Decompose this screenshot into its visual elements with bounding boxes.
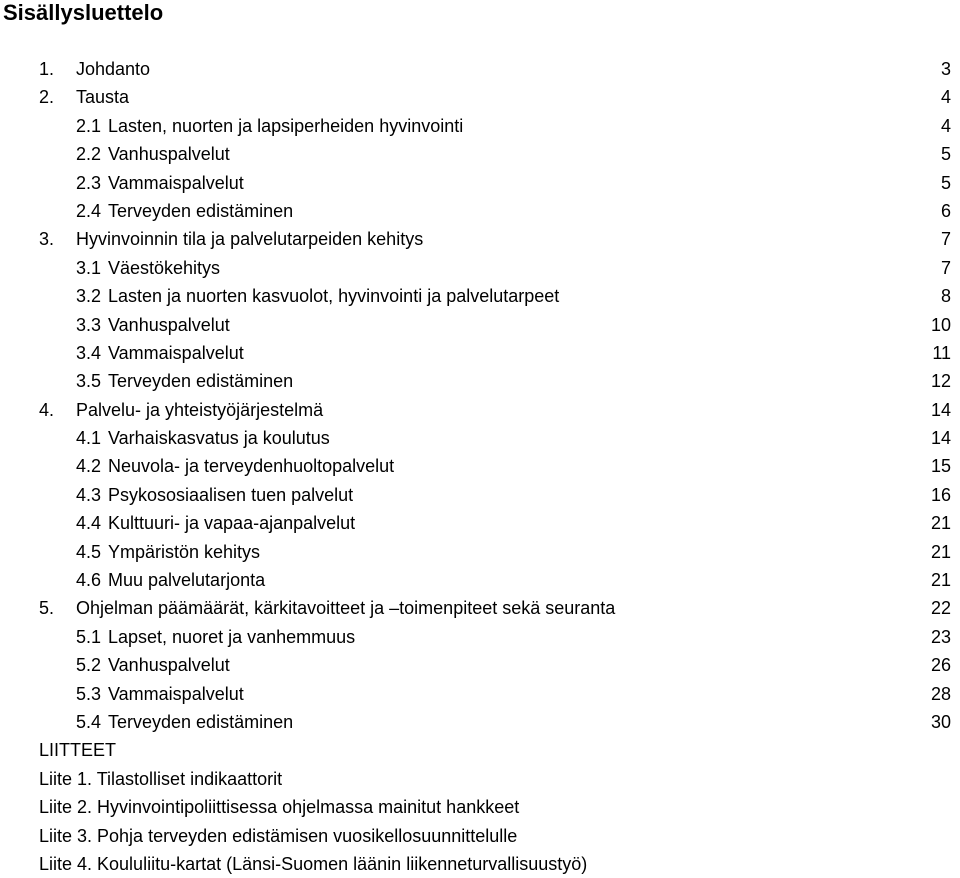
toc-entry-title: Tausta [76,87,130,108]
toc-entry-page-number: 4 [940,115,951,136]
appendix-heading-label: LIITTEET [39,740,117,761]
toc-entry-page-number: 8 [940,286,951,307]
toc-entry-number: 2. [39,87,55,108]
toc-entry-title: Lapset, nuoret ja vanhemmuus [108,626,356,647]
toc-entry[interactable] [0,282,960,310]
toc-entry[interactable] [0,197,960,225]
toc-entry-number: 4. [39,399,55,420]
toc-entry[interactable] [0,680,960,708]
toc-entry-page-number: 28 [930,683,951,704]
toc-entry[interactable] [0,396,960,424]
toc-entry-number: 4.4 [76,513,102,534]
toc-entry-title: Varhaiskasvatus ja koulutus [108,428,330,449]
toc-entry[interactable] [0,623,960,651]
toc-entry-title: Lasten, nuorten ja lapsiperheiden hyvinvointi [108,115,464,136]
toc-entry-page-number: 12 [930,371,951,392]
toc-entry-number: 3.4 [76,342,102,363]
toc-entry-number: 4.6 [76,570,102,591]
toc-entry-page-number: 22 [930,598,951,619]
toc-entry-page-number: 6 [940,200,951,221]
toc-entry-page-number: 11 [932,342,951,363]
toc-entry[interactable] [0,424,960,452]
toc-entry[interactable] [0,225,960,253]
appendix-item[interactable] [0,822,960,850]
appendix-heading [0,736,960,764]
toc-entry[interactable] [0,140,960,168]
toc-entry[interactable] [0,594,960,622]
toc-entry-title: Terveyden edistäminen [108,200,294,221]
toc-entry-title: Terveyden edistäminen [108,711,294,732]
toc-entry-page-number: 14 [930,428,951,449]
toc-entry-number: 3.2 [76,286,102,307]
toc-entry-title: Vanhuspalvelut [108,144,230,165]
toc-entry[interactable] [0,708,960,736]
toc-entry-page-number: 15 [930,456,951,477]
toc-entry-title: Ohjelman päämäärät, kärkitavoitteet ja –toimenpiteet sekä seuranta [76,598,616,619]
toc-entry-number: 3. [39,229,55,250]
toc-entry-page-number: 16 [930,484,951,505]
toc-entry[interactable] [0,452,960,480]
toc-entry-title: Johdanto [76,59,151,79]
toc-entry-number: 5.1 [76,626,102,647]
toc-entry[interactable] [0,254,960,282]
toc-entry-number: 4.2 [76,456,102,477]
toc-entry-page-number: 3 [940,59,951,79]
toc-entry-number: 4.5 [76,541,102,562]
toc-entry-page-number: 5 [940,144,951,165]
toc-entry-number: 1. [39,59,55,79]
toc-entry-number: 5.2 [76,655,102,676]
appendix-item[interactable] [0,765,960,793]
toc-entry[interactable] [0,169,960,197]
toc-entry[interactable] [0,566,960,594]
toc-entry-title: Vammaispalvelut [108,683,244,704]
toc-entry[interactable] [0,538,960,566]
toc-entry-page-number: 10 [930,314,951,335]
toc-entry-title: Neuvola- ja terveydenhuoltopalvelut [108,456,395,477]
toc-entry-number: 5. [39,598,55,619]
toc-entry-page-number: 7 [940,257,951,278]
toc-entry-page-number: 7 [940,229,951,250]
toc-entry-title: Palvelu- ja yhteistyöjärjestelmä [76,399,324,420]
table-of-contents [0,55,960,878]
appendix-item-title: Liite 4. Koululiitu-kartat (Länsi-Suomen läänin liikenneturvallisuustyö) [39,853,588,874]
toc-entry-number: 5.4 [76,711,102,732]
toc-entry[interactable] [0,481,960,509]
toc-entry-page-number: 21 [930,513,951,534]
appendix-item[interactable] [0,850,960,878]
toc-entry[interactable] [0,339,960,367]
toc-entry-title: Vammaispalvelut [108,342,244,363]
toc-entry[interactable] [0,311,960,339]
toc-entry-page-number: 26 [930,655,951,676]
toc-entry[interactable] [0,112,960,140]
toc-entry-page-number: 4 [940,87,951,108]
toc-entry-title: Psykososiaalisen tuen palvelut [108,484,354,505]
appendix-item[interactable] [0,793,960,821]
toc-entry-title: Terveyden edistäminen [108,371,294,392]
toc-entry-page-number: 30 [930,711,951,732]
toc-entry-number: 4.1 [76,428,102,449]
appendix-item-title: Liite 3. Pohja terveyden edistämisen vuosikellosuunnittelulle [39,825,518,846]
toc-entry-page-number: 23 [930,626,951,647]
appendix-item-title: Liite 2. Hyvinvointipoliittisessa ohjelmassa mainitut hankkeet [39,797,520,818]
toc-entry[interactable] [0,83,960,111]
toc-entry-title: Hyvinvoinnin tila ja palvelutarpeiden kehitys [76,229,424,250]
toc-entry-number: 3.3 [76,314,102,335]
toc-entry[interactable] [0,509,960,537]
toc-entry-number: 2.3 [76,172,102,193]
appendix-item-title: Liite 1. Tilastolliset indikaattorit [39,768,283,789]
toc-entry-number: 2.4 [76,200,102,221]
toc-entry-number: 3.1 [76,257,102,278]
toc-entry-number: 3.5 [76,371,102,392]
toc-entry-title: Lasten ja nuorten kasvuolot, hyvinvointi ja palvelutarpeet [108,286,560,307]
toc-entry[interactable] [0,651,960,679]
page-title: Sisällysluettelo [3,0,164,25]
toc-entry-title: Vanhuspalvelut [108,314,230,335]
toc-entry-title: Kulttuuri- ja vapaa-ajanpalvelut [108,513,356,534]
toc-entry-title: Vammaispalvelut [108,172,244,193]
toc-entry-page-number: 21 [930,570,951,591]
toc-entry-title: Väestökehitys [108,257,221,278]
toc-entry[interactable] [0,367,960,395]
toc-entry-number: 2.2 [76,144,102,165]
toc-entry-number: 5.3 [76,683,102,704]
toc-entry-page-number: 14 [930,399,951,420]
toc-entry-page-number: 5 [940,172,951,193]
toc-entry-title: Ympäristön kehitys [108,541,261,562]
toc-entry-page-number: 21 [930,541,951,562]
toc-entry[interactable] [0,55,960,83]
toc-entry-title: Vanhuspalvelut [108,655,230,676]
toc-entry-number: 4.3 [76,484,102,505]
toc-entry-title: Muu palvelutarjonta [108,570,266,591]
toc-entry-number: 2.1 [76,115,102,136]
